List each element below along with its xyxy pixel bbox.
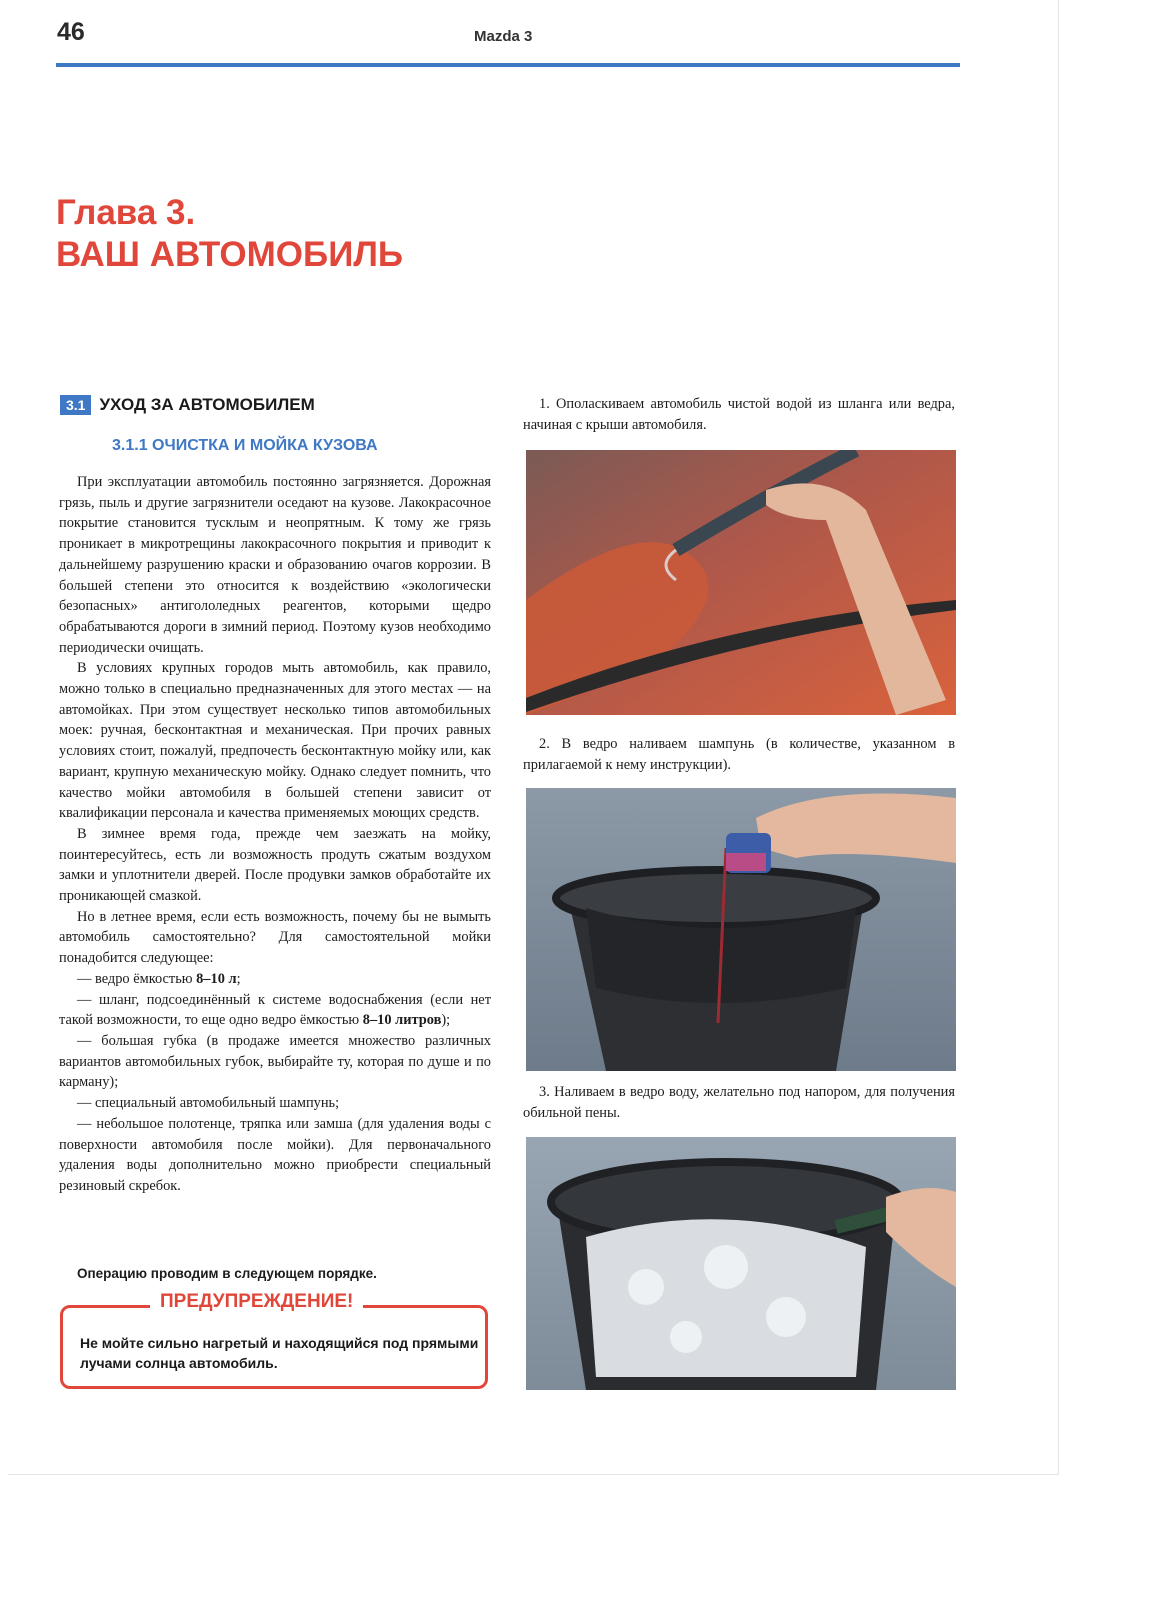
chapter-title [56,192,403,276]
paragraph: В зимнее время года, прежде чем заезжать на мойку, поинтересуйтесь, есть ли возможность продуть сжатым воздухом замки и уплотнители дверей. После продувки замков обработайте их проникающей смазкой. [59,825,491,905]
paragraph: При эксплуатации автомобиль постоянно загрязняется. Дорожная грязь, пыль и другие загрязнители оседают на кузове. Лакокрасочное покрытие становится тусклым и неопрятным. К тому же грязь проникает в микротрещины лакокрасочного покрытия и приводит к дальнейшему разрушению краски и образованию очагов коррозии. В большей степени это относится к воздействию «экологически безопасных» антигололедных реагентов, которыми щедро обрабатываются дороги в зимний период. Поэтому кузов необходимо периодически очищать. [59,474,491,656]
list-item-emphasis: 8–10 л [196,970,237,987]
running-head: Mazda 3 [474,28,533,45]
chapter-name: ВАШ АВТОМОБИЛЬ [56,235,404,274]
list-item [59,1093,491,1114]
section-number-badge: 3.1 [60,395,91,415]
section-heading [60,394,315,416]
body-text-column [59,472,491,1197]
paragraph: Но в летнее время, если есть возможность, почему бы не вымыть автомобиль самостоятельно? Для самостоятельной мойки понадобится следующее: [59,908,491,967]
list-item [59,1114,491,1197]
list-item-text: — шланг, подсоединённый к системе водоснабжения (если нет такой возможности, то еще одно ведро ёмкостью [59,991,491,1029]
header-rule [56,63,960,67]
list-item-text: ); [441,1012,451,1029]
warning-text: Не мойте сильно нагретый и находящийся под прямыми лучами солнца автомобиль. [80,1335,479,1371]
warning-title: ПРЕДУПРЕЖДЕНИЕ! [150,1290,363,1314]
list-item-text: ; [236,970,241,987]
photo-filling-bucket-foam [526,1137,956,1390]
paragraph: В условиях крупных городов мыть автомобиль, как правило, можно только в специально предназначенных для этого местах — на автомойках. При этом существует несколько типов автомобильных моек: ручная, бесконтактная и механическая. При прочих равных условиях стоит, пожалуй, предпочесть бесконтактную мойку или, как вариант, крупную механическую мойку. Однако следует помнить, что качество мойки автомобиля в большей степени зависит от квалификации персонала и качества применяемых моющих средств. [59,660,491,822]
list-item-text: — небольшое полотенце, тряпка или замша (для удаления воды с поверхности автомобиля после мойки). Для первоначального удаления воды дополнительно можно приобрести специальный резиновый скребок. [59,1115,491,1194]
page-number: 46 [57,18,85,46]
list-item [59,990,491,1031]
list-item-text: — ведро ёмкостью [77,970,197,987]
step-caption-3: 3. Наливаем в ведро воду, желательно под напором, для получения обильной пены. [523,1084,955,1121]
section-title: УХОД ЗА АВТОМОБИЛЕМ [99,395,315,414]
photo-pouring-shampoo [526,788,956,1071]
step-caption-2: 2. В ведро наливаем шампунь (в количестве, указанном в прилагаемой к нему инструкции). [523,736,955,773]
list-item-emphasis: 8–10 литров [362,1012,442,1029]
step-caption-1: 1. Ополаскиваем автомобиль чистой водой из шланга или ведра, начиная с крыши автомобиля. [523,396,955,433]
procedure-intro: Операцию проводим в следующем порядке. [77,1266,377,1281]
subsection-title: 3.1.1 ОЧИСТКА И МОЙКА КУЗОВА [112,437,378,454]
list-item [59,1031,491,1093]
list-item-text: — специальный автомобильный шампунь; [77,1095,340,1112]
list-item-text: — большая губка (в продаже имеется множество различных вариантов автомобильных губок, выбирайте ту, которая по душе и по карману); [59,1032,491,1091]
photo-rinsing-car-roof [526,450,956,715]
chapter-number: Глава 3. [56,193,196,232]
list-item [59,969,491,990]
